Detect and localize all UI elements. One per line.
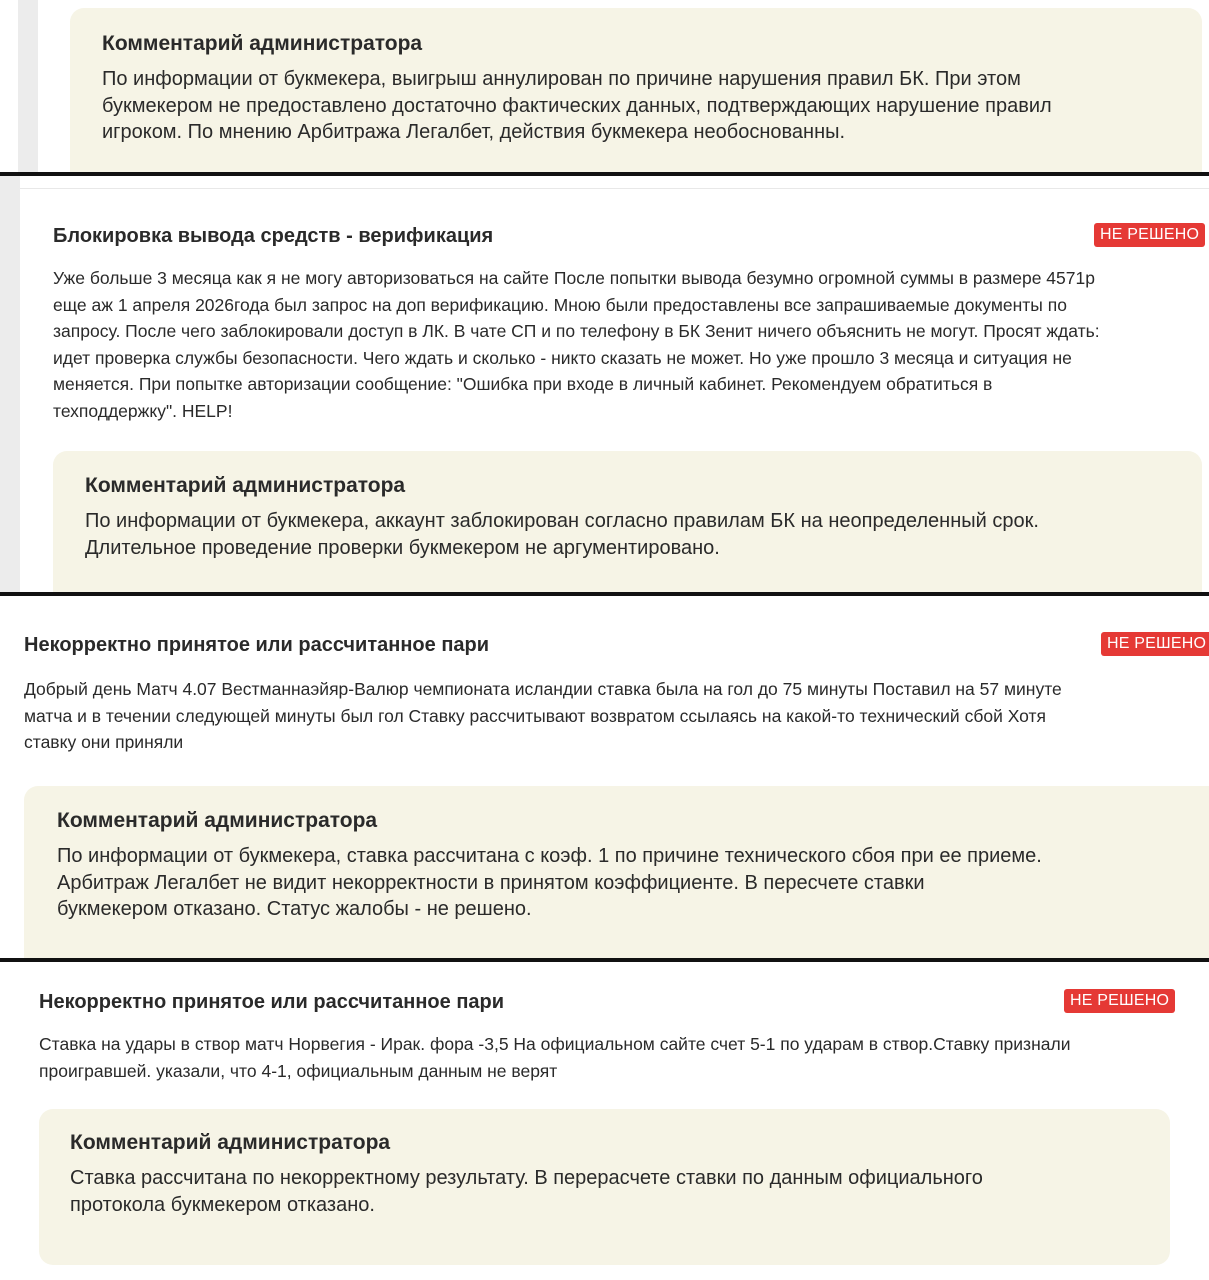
- admin-comment-card: [70, 8, 1202, 172]
- comment-line: По информации от букмекера, выигрыш аннулирован по причине нарушения правил БК. При этом: [102, 68, 1021, 90]
- admin-comment-card: [53, 451, 1202, 592]
- complaint-line: еще аж 1 апреля 2026года был запрос на доп верификацию. Мною были предоставлены все запрашиваемые документы по: [53, 294, 1067, 315]
- complaint-line: Ставка на удары в створ матч Норвегия - Ирак. фора -3,5 На официальном сайте счет 5-1 по ударам в створ.Ставку признали: [39, 1034, 1071, 1054]
- comment-line: букмекером не предоставлено достаточно фактических данных, подтверждающих нарушение правил: [102, 94, 1052, 117]
- left-gutter: [0, 176, 20, 592]
- admin-comment-title: Комментарий администратора: [85, 474, 406, 497]
- complaint-line: запросу. После чего заблокировали доступ в ЛК. В чате СП и по телефону в БК Зенит ничего объяснить не могут. Просят ждать:: [53, 321, 1100, 341]
- left-gutter: [18, 0, 38, 172]
- complaint-text: [39, 1031, 1070, 1084]
- admin-comment-text: [85, 508, 1039, 561]
- status-badge: НЕ РЕШЕНО: [1094, 223, 1205, 247]
- comment-line: По информации от букмекера, аккаунт заблокирован согласно правилам БК на неопределенный срок.: [85, 510, 1039, 532]
- complaint-title: Некорректно принятое или рассчитанное пари: [24, 634, 490, 656]
- complaint-panel-4: [0, 962, 1209, 1280]
- comment-line: игроком. По мнению Арбитража Легалбет, действия букмекера необоснованны.: [102, 121, 846, 143]
- admin-comment-title: Комментарий администратора: [70, 1131, 391, 1154]
- status-badge: НЕ РЕШЕНО: [1101, 632, 1209, 656]
- admin-comment-title: Комментарий администратора: [57, 809, 378, 832]
- admin-comment-title: Комментарий администратора: [102, 32, 423, 55]
- complaint-line: Добрый день Матч 4.07 Вестманнаэйяр-Валюр чемпионата исландии ставка была на гол до 75 минуты Поставил на 57 минуте: [24, 679, 1062, 699]
- comment-line: Ставка рассчитана по некорректному результату. В перерасчете ставки по данным официального: [70, 1167, 983, 1189]
- complaint-line: меняется. При попытке авторизации сообщение: "Ошибка при входе в личный кабинет. Рекомендуем обратиться в: [53, 374, 993, 394]
- separator-line: [20, 188, 1209, 189]
- admin-comment-card: [24, 786, 1209, 958]
- admin-comment-text: [57, 843, 1042, 923]
- admin-comment-text: [70, 1165, 983, 1218]
- comment-line: Арбитраж Легалбет не видит некорректности в принятом коэффициенте. В пересчете ставки: [57, 871, 925, 894]
- complaint-text: [24, 676, 1062, 756]
- comment-line: По информации от букмекера, ставка рассчитана с коэф. 1 по причине технического сбоя при ее приеме.: [57, 845, 1042, 867]
- complaint-line: проигравшей. указали, что 4-1, официальным данным не верят: [39, 1060, 558, 1081]
- complaint-title: Блокировка вывода средств - верификация: [53, 225, 494, 247]
- complaint-line: ставку они приняли: [24, 732, 184, 752]
- complaint-panel-2: [0, 176, 1209, 592]
- comment-line: букмекером отказано. Статус жалобы - не решено.: [57, 898, 532, 920]
- admin-comment-card: [39, 1109, 1170, 1265]
- admin-comment-text: [102, 66, 1052, 146]
- complaint-line: идет проверка службы безопасности. Чего ждать и сколько - никто сказать не может. Но уже прошло 3 месяца и ситуация не: [53, 347, 1072, 368]
- complaint-line: Уже больше 3 месяца как я не могу авторизоваться на сайте После попытки вывода безумно огромной суммы в размере 4571р: [53, 268, 1095, 288]
- complaint-line: техподдержку". HELP!: [53, 400, 233, 421]
- complaint-panel-1: [0, 0, 1209, 172]
- comment-line: протокола букмекером отказано.: [70, 1193, 375, 1216]
- complaint-line: матча и в течении следующей минуты был гол Ставку рассчитывают возвратом ссылаясь на какой-то технический сбой Хотя: [24, 705, 1047, 726]
- status-badge: НЕ РЕШЕНО: [1064, 989, 1175, 1013]
- complaint-title: Некорректно принятое или рассчитанное пари: [39, 991, 505, 1013]
- complaint-panel-3: [0, 596, 1209, 958]
- comment-line: Длительное проведение проверки букмекером не аргументировано.: [85, 536, 720, 559]
- complaint-text: [53, 265, 1100, 424]
